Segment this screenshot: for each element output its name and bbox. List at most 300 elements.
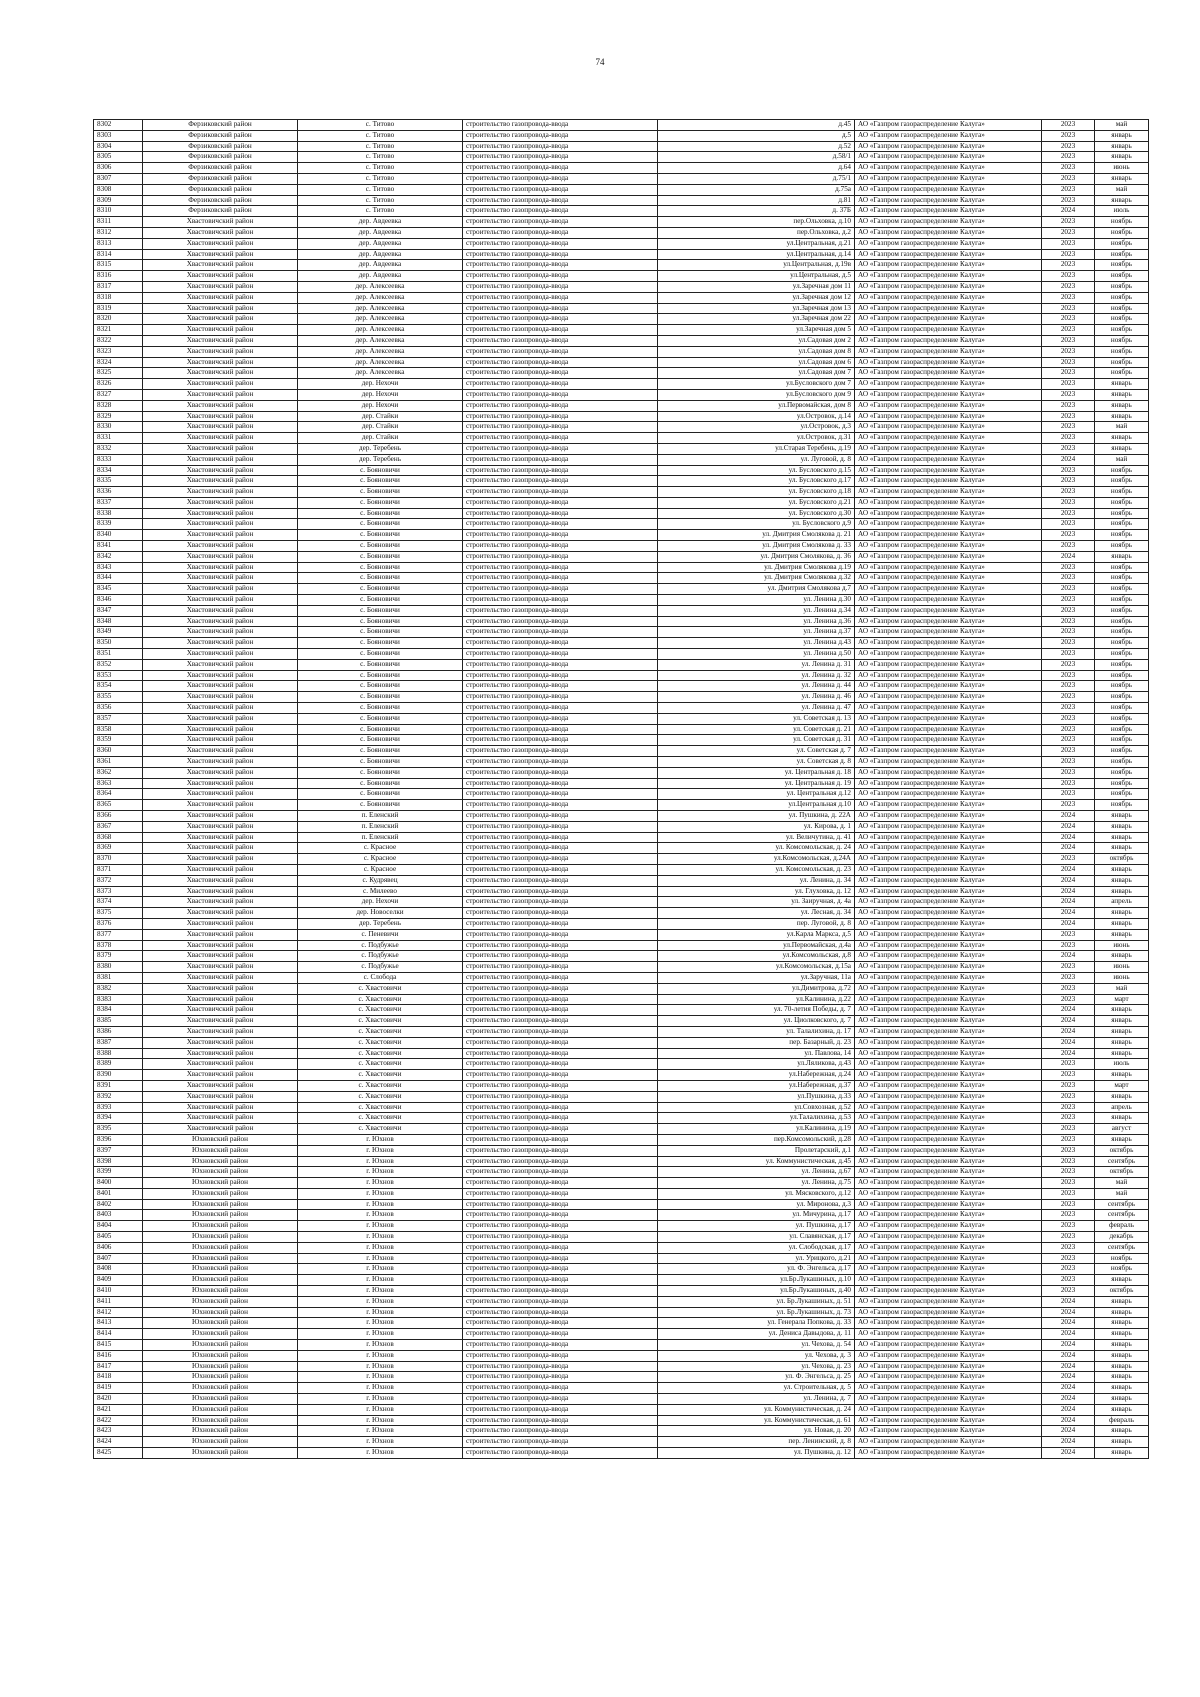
row-number-cell: 8375 [94, 908, 143, 919]
month-cell: январь [1095, 173, 1149, 184]
month-cell: апрель [1095, 897, 1149, 908]
row-number-cell: 8388 [94, 1048, 143, 1059]
month-cell: сентябрь [1095, 1199, 1149, 1210]
district-cell: Хвастовичский район [143, 217, 298, 228]
locality-cell: с. Слобода [298, 972, 463, 983]
table-row [94, 1253, 1149, 1264]
district-cell: Хвастовичский район [143, 1026, 298, 1037]
address-cell: ул.Бусловского дом 9 [658, 389, 855, 400]
year-cell: 2023 [1042, 1080, 1095, 1091]
month-cell: ноябрь [1095, 767, 1149, 778]
district-cell: Юхновский район [143, 1242, 298, 1253]
locality-cell: дер. Теребень [298, 454, 463, 465]
row-number-cell: 8355 [94, 692, 143, 703]
address-cell: ул. Центральная д. 19 [658, 778, 855, 789]
address-cell: пер.Ольховка, д.2 [658, 227, 855, 238]
month-cell: ноябрь [1095, 519, 1149, 530]
organization-cell: АО «Газпром газораспределение Калуга» [855, 811, 1042, 822]
month-cell: ноябрь [1095, 724, 1149, 735]
district-cell: Хвастовичский район [143, 692, 298, 703]
work-type-cell: строительство газопровода-ввода [463, 951, 658, 962]
locality-cell: с. Титово [298, 184, 463, 195]
year-cell: 2023 [1042, 433, 1095, 444]
year-cell: 2023 [1042, 767, 1095, 778]
month-cell: ноябрь [1095, 713, 1149, 724]
table-row [94, 1296, 1149, 1307]
row-number-cell: 8312 [94, 227, 143, 238]
table-row [94, 1037, 1149, 1048]
organization-cell: АО «Газпром газораспределение Калуга» [855, 1437, 1042, 1448]
year-cell: 2024 [1042, 1016, 1095, 1027]
table-row [94, 659, 1149, 670]
organization-cell: АО «Газпром газораспределение Калуга» [855, 260, 1042, 271]
locality-cell: г. Юхнов [298, 1286, 463, 1297]
work-type-cell: строительство газопровода-ввода [463, 681, 658, 692]
row-number-cell: 8329 [94, 411, 143, 422]
year-cell: 2024 [1042, 1448, 1095, 1459]
address-cell: ул.Центральная, д.5 [658, 271, 855, 282]
row-number-cell: 8374 [94, 897, 143, 908]
locality-cell: с. Бояновичи [298, 735, 463, 746]
district-cell: Юхновский район [143, 1340, 298, 1351]
locality-cell: дер. Алексеевка [298, 281, 463, 292]
year-cell: 2024 [1042, 1415, 1095, 1426]
year-cell: 2023 [1042, 1102, 1095, 1113]
table-row [94, 346, 1149, 357]
table-row [94, 908, 1149, 919]
month-cell: март [1095, 994, 1149, 1005]
work-type-cell: строительство газопровода-ввода [463, 562, 658, 573]
table-row [94, 1329, 1149, 1340]
month-cell: ноябрь [1095, 681, 1149, 692]
organization-cell: АО «Газпром газораспределение Калуга» [855, 929, 1042, 940]
organization-cell: АО «Газпром газораспределение Калуга» [855, 238, 1042, 249]
district-cell: Хвастовичский район [143, 832, 298, 843]
locality-cell: с. Титово [298, 206, 463, 217]
locality-cell: п. Еленский [298, 821, 463, 832]
table-row [94, 778, 1149, 789]
year-cell: 2024 [1042, 843, 1095, 854]
work-type-cell: строительство газопровода-ввода [463, 703, 658, 714]
address-cell: ул.Калинина, д.22 [658, 994, 855, 1005]
table-row [94, 1070, 1149, 1081]
row-number-cell: 8306 [94, 163, 143, 174]
month-cell: ноябрь [1095, 541, 1149, 552]
row-number-cell: 8322 [94, 335, 143, 346]
row-number-cell: 8407 [94, 1253, 143, 1264]
address-cell: ул. Славянская, д.17 [658, 1232, 855, 1243]
month-cell: ноябрь [1095, 303, 1149, 314]
work-type-cell: строительство газопровода-ввода [463, 1340, 658, 1351]
district-cell: Хвастовичский район [143, 530, 298, 541]
month-cell: ноябрь [1095, 217, 1149, 228]
year-cell: 2023 [1042, 1091, 1095, 1102]
locality-cell: с. Бояновичи [298, 584, 463, 595]
row-number-cell: 8395 [94, 1124, 143, 1135]
year-cell: 2023 [1042, 130, 1095, 141]
work-type-cell: строительство газопровода-ввода [463, 173, 658, 184]
year-cell: 2024 [1042, 864, 1095, 875]
organization-cell: АО «Газпром газораспределение Калуга» [855, 1264, 1042, 1275]
month-cell: ноябрь [1095, 670, 1149, 681]
year-cell: 2023 [1042, 260, 1095, 271]
locality-cell: с. Бояновичи [298, 670, 463, 681]
district-cell: Хвастовичский район [143, 281, 298, 292]
row-number-cell: 8315 [94, 260, 143, 271]
row-number-cell: 8408 [94, 1264, 143, 1275]
organization-cell: АО «Газпром газораспределение Калуга» [855, 1037, 1042, 1048]
month-cell: январь [1095, 1037, 1149, 1048]
month-cell: ноябрь [1095, 281, 1149, 292]
year-cell: 2023 [1042, 854, 1095, 865]
locality-cell: с. Бояновичи [298, 551, 463, 562]
organization-cell: АО «Газпром газораспределение Калуга» [855, 692, 1042, 703]
address-cell: ул.Совхозная, д.52 [658, 1102, 855, 1113]
address-cell: ул. Величутина, д. 41 [658, 832, 855, 843]
year-cell: 2024 [1042, 951, 1095, 962]
month-cell: ноябрь [1095, 692, 1149, 703]
work-type-cell: строительство газопровода-ввода [463, 368, 658, 379]
table-row [94, 217, 1149, 228]
row-number-cell: 8316 [94, 271, 143, 282]
address-cell: ул. Чехова, д. 54 [658, 1340, 855, 1351]
organization-cell: АО «Газпром газораспределение Калуга» [855, 908, 1042, 919]
month-cell: май [1095, 1178, 1149, 1189]
organization-cell: АО «Газпром газораспределение Калуга» [855, 508, 1042, 519]
row-number-cell: 8342 [94, 551, 143, 562]
year-cell: 2023 [1042, 1286, 1095, 1297]
year-cell: 2023 [1042, 1124, 1095, 1135]
row-number-cell: 8382 [94, 983, 143, 994]
table-row [94, 541, 1149, 552]
table-row [94, 551, 1149, 562]
month-cell: ноябрь [1095, 508, 1149, 519]
district-cell: Хвастовичский район [143, 789, 298, 800]
table-row [94, 972, 1149, 983]
district-cell: Хвастовичский район [143, 746, 298, 757]
district-cell: Хвастовичский район [143, 519, 298, 530]
year-cell: 2023 [1042, 627, 1095, 638]
work-type-cell: строительство газопровода-ввода [463, 1199, 658, 1210]
organization-cell: АО «Газпром газораспределение Калуга» [855, 1415, 1042, 1426]
district-cell: Хвастовичский район [143, 778, 298, 789]
address-cell: д.58/1 [658, 152, 855, 163]
address-cell: ул. Бусловского д.17 [658, 476, 855, 487]
organization-cell: АО «Газпром газораспределение Калуга» [855, 120, 1042, 131]
year-cell: 2023 [1042, 271, 1095, 282]
organization-cell: АО «Газпром газораспределение Калуга» [855, 562, 1042, 573]
table-row [94, 1016, 1149, 1027]
work-type-cell: строительство газопровода-ввода [463, 487, 658, 498]
district-cell: Юхновский район [143, 1394, 298, 1405]
month-cell: январь [1095, 1016, 1149, 1027]
year-cell: 2023 [1042, 994, 1095, 1005]
year-cell: 2023 [1042, 195, 1095, 206]
organization-cell: АО «Газпром газораспределение Калуга» [855, 227, 1042, 238]
locality-cell: г. Юхнов [298, 1167, 463, 1178]
row-number-cell: 8346 [94, 595, 143, 606]
locality-cell: с. Бояновичи [298, 767, 463, 778]
month-cell: январь [1095, 1026, 1149, 1037]
month-cell: октябрь [1095, 1145, 1149, 1156]
row-number-cell: 8334 [94, 465, 143, 476]
work-type-cell: строительство газопровода-ввода [463, 541, 658, 552]
year-cell: 2023 [1042, 357, 1095, 368]
address-cell: ул. Кирова, д. 1 [658, 821, 855, 832]
month-cell: октябрь [1095, 1286, 1149, 1297]
year-cell: 2023 [1042, 681, 1095, 692]
address-cell: ул. Ленина д.34 [658, 605, 855, 616]
district-cell: Юхновский район [143, 1318, 298, 1329]
locality-cell: с. Титово [298, 163, 463, 174]
table-row [94, 918, 1149, 929]
work-type-cell: строительство газопровода-ввода [463, 1394, 658, 1405]
month-cell: январь [1095, 551, 1149, 562]
month-cell: июль [1095, 206, 1149, 217]
district-cell: Хвастовичский район [143, 616, 298, 627]
year-cell: 2023 [1042, 800, 1095, 811]
year-cell: 2023 [1042, 983, 1095, 994]
row-number-cell: 8381 [94, 972, 143, 983]
table-row [94, 1372, 1149, 1383]
year-cell: 2023 [1042, 724, 1095, 735]
row-number-cell: 8379 [94, 951, 143, 962]
row-number-cell: 8308 [94, 184, 143, 195]
locality-cell: с. Бояновичи [298, 595, 463, 606]
work-type-cell: строительство газопровода-ввода [463, 659, 658, 670]
organization-cell: АО «Газпром газораспределение Калуга» [855, 1296, 1042, 1307]
address-cell: ул. Слободская, д.17 [658, 1242, 855, 1253]
organization-cell: АО «Газпром газораспределение Калуга» [855, 1253, 1042, 1264]
district-cell: Хвастовичский район [143, 271, 298, 282]
table-row [94, 1113, 1149, 1124]
locality-cell: г. Юхнов [298, 1394, 463, 1405]
locality-cell: г. Юхнов [298, 1134, 463, 1145]
locality-cell: с. Титово [298, 195, 463, 206]
table-row [94, 713, 1149, 724]
district-cell: Юхновский район [143, 1188, 298, 1199]
locality-cell: дер. Алексеевка [298, 368, 463, 379]
work-type-cell: строительство газопровода-ввода [463, 163, 658, 174]
address-cell: ул.Первомайская, д.4а [658, 940, 855, 951]
row-number-cell: 8344 [94, 573, 143, 584]
row-number-cell: 8331 [94, 433, 143, 444]
locality-cell: с. Бояновичи [298, 476, 463, 487]
year-cell: 2023 [1042, 1134, 1095, 1145]
work-type-cell: строительство газопровода-ввода [463, 1221, 658, 1232]
locality-cell: дер. Алексеевка [298, 357, 463, 368]
locality-cell: с. Бояновичи [298, 659, 463, 670]
row-number-cell: 8360 [94, 746, 143, 757]
work-type-cell: строительство газопровода-ввода [463, 217, 658, 228]
address-cell: ул. Бусловского д.9 [658, 519, 855, 530]
row-number-cell: 8371 [94, 864, 143, 875]
district-cell: Хвастовичский район [143, 562, 298, 573]
organization-cell: АО «Газпром газораспределение Калуга» [855, 1394, 1042, 1405]
row-number-cell: 8376 [94, 918, 143, 929]
year-cell: 2023 [1042, 649, 1095, 660]
table-row [94, 562, 1149, 573]
work-type-cell: строительство газопровода-ввода [463, 1232, 658, 1243]
month-cell: январь [1095, 130, 1149, 141]
work-type-cell: строительство газопровода-ввода [463, 1296, 658, 1307]
address-cell: ул. Дмитрия Смолякова д. 21 [658, 530, 855, 541]
table-row [94, 379, 1149, 390]
locality-cell: г. Юхнов [298, 1415, 463, 1426]
locality-cell: дер. Теребень [298, 918, 463, 929]
row-number-cell: 8413 [94, 1318, 143, 1329]
table-row [94, 389, 1149, 400]
row-number-cell: 8354 [94, 681, 143, 692]
district-cell: Юхновский район [143, 1275, 298, 1286]
work-type-cell: строительство газопровода-ввода [463, 1080, 658, 1091]
district-cell: Хвастовичский район [143, 843, 298, 854]
organization-cell: АО «Газпром газораспределение Калуга» [855, 1318, 1042, 1329]
locality-cell: дер. Теребень [298, 443, 463, 454]
table-row [94, 195, 1149, 206]
district-cell: Юхновский район [143, 1448, 298, 1459]
work-type-cell: строительство газопровода-ввода [463, 1437, 658, 1448]
district-cell: Хвастовичский район [143, 627, 298, 638]
table-row [94, 1026, 1149, 1037]
district-cell: Юхновский район [143, 1264, 298, 1275]
month-cell: январь [1095, 1383, 1149, 1394]
address-cell: ул. Циолковского, д. 7 [658, 1016, 855, 1027]
year-cell: 2023 [1042, 217, 1095, 228]
year-cell: 2023 [1042, 692, 1095, 703]
address-cell: ул.Пушкина, д.33 [658, 1091, 855, 1102]
locality-cell: с. Хвастовичи [298, 1026, 463, 1037]
address-cell: ул. Пушкина, д. 12 [658, 1448, 855, 1459]
month-cell: ноябрь [1095, 368, 1149, 379]
row-number-cell: 8352 [94, 659, 143, 670]
table-row [94, 1426, 1149, 1437]
organization-cell: АО «Газпром газораспределение Калуга» [855, 487, 1042, 498]
address-cell: пер. Базарный, д. 23 [658, 1037, 855, 1048]
row-number-cell: 8325 [94, 368, 143, 379]
address-cell: ул.Центральная, д.21 [658, 238, 855, 249]
work-type-cell: строительство газопровода-ввода [463, 281, 658, 292]
address-cell: ул.Заречная дом 12 [658, 292, 855, 303]
work-type-cell: строительство газопровода-ввода [463, 897, 658, 908]
address-cell: ул. 70-летия Победы, д. 7 [658, 1005, 855, 1016]
district-cell: Хвастовичский район [143, 951, 298, 962]
row-number-cell: 8362 [94, 767, 143, 778]
table-row [94, 465, 1149, 476]
organization-cell: АО «Газпром газораспределение Калуга» [855, 1372, 1042, 1383]
month-cell: ноябрь [1095, 260, 1149, 271]
locality-cell: с. Подбужье [298, 962, 463, 973]
work-type-cell: строительство газопровода-ввода [463, 141, 658, 152]
district-cell: Хвастовичский район [143, 659, 298, 670]
row-number-cell: 8400 [94, 1178, 143, 1189]
organization-cell: АО «Газпром газораспределение Калуга» [855, 1167, 1042, 1178]
row-number-cell: 8313 [94, 238, 143, 249]
table-row [94, 400, 1149, 411]
year-cell: 2023 [1042, 1059, 1095, 1070]
year-cell: 2023 [1042, 1253, 1095, 1264]
table-row [94, 1048, 1149, 1059]
year-cell: 2023 [1042, 1264, 1095, 1275]
district-cell: Хвастовичский район [143, 1059, 298, 1070]
address-cell: ул. Ленина д.30 [658, 595, 855, 606]
table-row [94, 1242, 1149, 1253]
locality-cell: г. Юхнов [298, 1383, 463, 1394]
address-cell: д.5 [658, 130, 855, 141]
address-cell: д.81 [658, 195, 855, 206]
locality-cell: с. Хвастовичи [298, 1037, 463, 1048]
organization-cell: АО «Газпром газораспределение Калуга» [855, 454, 1042, 465]
year-cell: 2023 [1042, 346, 1095, 357]
month-cell: ноябрь [1095, 627, 1149, 638]
year-cell: 2024 [1042, 1048, 1095, 1059]
row-number-cell: 8397 [94, 1145, 143, 1156]
district-cell: Юхновский район [143, 1232, 298, 1243]
month-cell: январь [1095, 811, 1149, 822]
table-row [94, 897, 1149, 908]
year-cell: 2023 [1042, 1242, 1095, 1253]
table-row [94, 864, 1149, 875]
year-cell: 2023 [1042, 605, 1095, 616]
work-type-cell: строительство газопровода-ввода [463, 130, 658, 141]
table-row [94, 454, 1149, 465]
district-cell: Хвастовичский район [143, 433, 298, 444]
organization-cell: АО «Газпром газораспределение Калуга» [855, 994, 1042, 1005]
district-cell: Юхновский район [143, 1156, 298, 1167]
work-type-cell: строительство газопровода-ввода [463, 335, 658, 346]
district-cell: Хвастовичский район [143, 465, 298, 476]
organization-cell: АО «Газпром газораспределение Калуга» [855, 1350, 1042, 1361]
table-row [94, 800, 1149, 811]
address-cell: ул.Заречная дом 5 [658, 325, 855, 336]
organization-cell: АО «Газпром газораспределение Калуга» [855, 130, 1042, 141]
row-number-cell: 8386 [94, 1026, 143, 1037]
table-row [94, 184, 1149, 195]
table-row [94, 281, 1149, 292]
table-row [94, 1383, 1149, 1394]
district-cell: Хвастовичский район [143, 638, 298, 649]
address-cell: ул. Новая, д. 20 [658, 1426, 855, 1437]
locality-cell: дер. Авдеевка [298, 249, 463, 260]
row-number-cell: 8401 [94, 1188, 143, 1199]
district-cell: Хвастовичский район [143, 735, 298, 746]
organization-cell: АО «Газпром газораспределение Калуга» [855, 1048, 1042, 1059]
work-type-cell: строительство газопровода-ввода [463, 940, 658, 951]
year-cell: 2023 [1042, 584, 1095, 595]
locality-cell: с. Бояновичи [298, 649, 463, 660]
row-number-cell: 8326 [94, 379, 143, 390]
district-cell: Хвастовичский район [143, 1102, 298, 1113]
work-type-cell: строительство газопровода-ввода [463, 1167, 658, 1178]
locality-cell: с. Хвастовичи [298, 1059, 463, 1070]
locality-cell: г. Юхнов [298, 1372, 463, 1383]
district-cell: Хвастовичский район [143, 670, 298, 681]
organization-cell: АО «Газпром газораспределение Калуга» [855, 530, 1042, 541]
work-type-cell: строительство газопровода-ввода [463, 454, 658, 465]
table-row [94, 1394, 1149, 1405]
organization-cell: АО «Газпром газораспределение Калуга» [855, 821, 1042, 832]
organization-cell: АО «Газпром газораспределение Калуга» [855, 1113, 1042, 1124]
address-cell: ул. Ленина д. 44 [658, 681, 855, 692]
locality-cell: дер. Алексеевка [298, 346, 463, 357]
locality-cell: дер. Новоселки [298, 908, 463, 919]
month-cell: июль [1095, 1059, 1149, 1070]
work-type-cell: строительство газопровода-ввода [463, 962, 658, 973]
locality-cell: с. Бояновичи [298, 627, 463, 638]
table-row [94, 670, 1149, 681]
month-cell: январь [1095, 1318, 1149, 1329]
district-cell: Юхновский район [143, 1307, 298, 1318]
